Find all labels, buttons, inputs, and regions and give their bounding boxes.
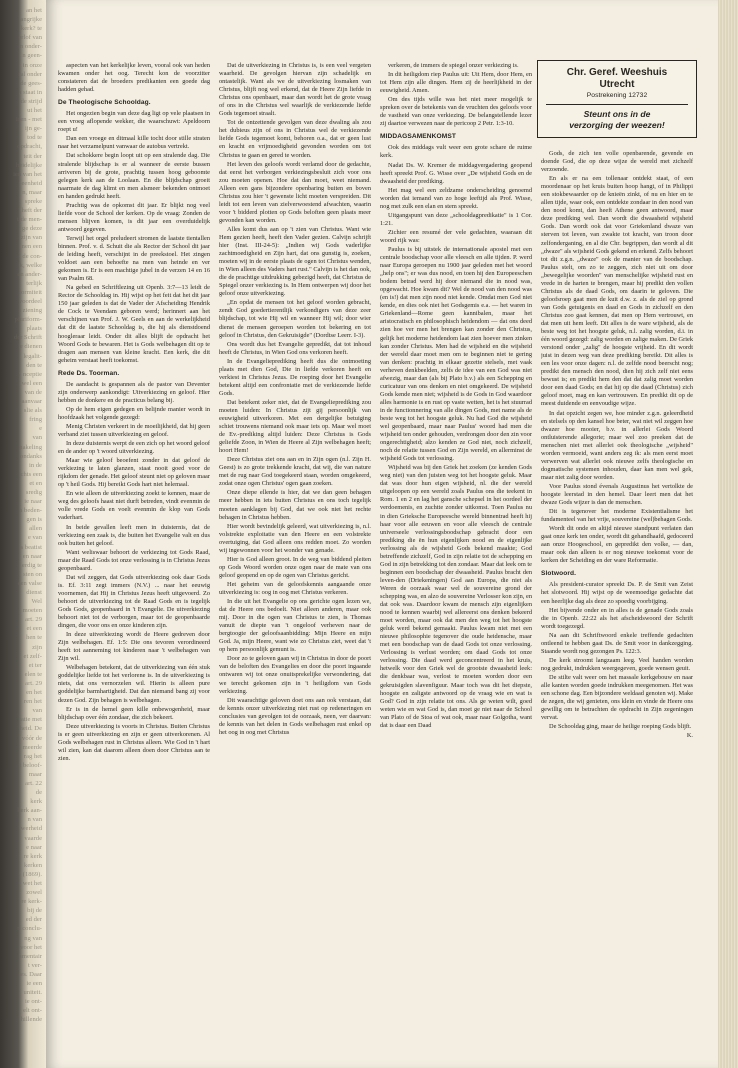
spine-fragment: aanvaar (21, 398, 42, 406)
article-paragraph: De Schooldag ging, maar de heilige roeping Gods blijft. (549, 723, 692, 731)
spine-fragment: k, welke (19, 261, 42, 269)
spine-fragment: re kerk- (21, 898, 42, 906)
spine-fragment: slie als (23, 407, 42, 415)
spine-fragment: art. 29 (25, 679, 42, 687)
article-paragraph: Nadat Ds. W. Kremer de middagvergadering geopend heeft spreekt Prof. G. Wisse over „De wijsheid Gods en de dwaasheid der prediking. (380, 161, 532, 185)
spine-fragment: art. 29 (25, 616, 42, 624)
spine-fragment: ie naar (24, 498, 42, 506)
spine-fragment: langrijke (18, 16, 42, 24)
spine-fragment: kerk (30, 798, 42, 806)
spine-fragment: plaats (26, 325, 42, 333)
spine-fragment: terlijk (26, 279, 42, 287)
spine-fragment: de strijd (20, 97, 42, 105)
section-heading: Slotwoord. (541, 570, 577, 578)
book-spine-gutter (0, 0, 46, 1068)
spine-fragment: van (32, 434, 42, 442)
spine-fragment: vóór de (22, 734, 42, 742)
spine-fragment: t ver- (28, 961, 42, 969)
article-paragraph: Prachtig was de opkomst dit jaar. Er blijkt nog veel liefde voor de School der kerken. Op de vraag: Zonden de mensen blijven komen, is dit jaar een overduidelijk antwoord gegeven. (58, 201, 210, 233)
spine-fragment: van de (24, 388, 42, 396)
article-paragraph: In de Evangelieprediking heeft dus die ontmoeting plaats met dien God, Die in liefde verkoren heeft en verkiest in Christus Jezus. De roeping door het Evangelie betekent altijd een confrontatie met de verkiezende liefde Gods. (219, 357, 371, 397)
article-paragraph: Het ongezien begin van deze dag ligt op vele plaatsen in een vroeg aflopende wekker, die waarschuwt: Apeldoorn roept u! (58, 110, 210, 134)
spine-fragment: e dienen (19, 343, 42, 351)
spine-fragment: nakeling (19, 443, 42, 451)
spine-fragment: t de men- (17, 216, 42, 224)
spine-fragment: heft der (21, 207, 42, 215)
article-paragraph: verkeren, de immers de spiegel onzer verkiezing is. (388, 62, 519, 69)
spine-fragment: n, maar (22, 188, 42, 196)
spine-fragment: van (32, 707, 42, 715)
article-paragraph: Het mag wel een zeldzame onderscheiding genoemd worden dat iemand van zo hoge leeftijd als Prof. Wisse, nog met zulk een elan en stem spreekt. (380, 186, 532, 210)
spine-fragment: s ziening (18, 307, 42, 315)
spine-fragment: nceptie (22, 370, 42, 378)
article-paragraph: Op de hem eigen gedegen en belijnde manier wordt in hoofdzaak het volgende gezegd: (58, 405, 210, 421)
article-paragraph: Dat schokkere begin loopt uit op een stralende dag. Die stralende blijdschap is er al wanneer de eerste bussen arriveren bij de grote, prachtig tussen hoog geboomte gelegen kerk aan de Loolaan. En die blijdschap groeit naarmate de dag klimt en men alsmeer bekenden ontmoet en handen gedrukt heeft. (58, 152, 210, 200)
spine-fragment: dienst (26, 589, 42, 596)
spine-fragment: ien van het (13, 170, 42, 178)
article-paragraph: Om des tijds wille was het niet meer mogelijk te spreken over de betekenis van de vruchten des geloofs voor de vastheid van onze verkiezing. De belangstellende lezer zij daartoe verwezen naar de pericoop 2 Petr. 1:3-10. (380, 96, 532, 128)
spine-fragment: ws. Daar (18, 970, 42, 978)
spine-fragment: werheid (20, 825, 42, 833)
section-heading: De Theologische Schooldag. (58, 99, 151, 107)
spine-fragment: voor het (20, 943, 42, 951)
spine-fragment: in de (28, 461, 42, 469)
article-paragraph: In deze duisternis werpt de een zich op het woord geloof en de ander op 't woord uitverkiezing. (58, 440, 210, 456)
spine-fragment: opdracht, (17, 143, 42, 151)
spine-fragment: hillende (20, 1016, 42, 1024)
spine-fragment: kerk? te (20, 25, 42, 33)
article-paragraph: aspecten van het kerkelijke leven, vooral ook van heden kwamen onder het oog. Terecht kon de voorzitter constateren dat de broeders predikanten een goede dag hadden gehad. (58, 62, 210, 94)
spine-fragment: bij de (27, 907, 42, 915)
spine-fragment: erdig te (22, 561, 42, 569)
spine-fragment: zijn van (20, 234, 42, 242)
spine-fragment: erlof van (18, 34, 42, 42)
spine-fragment: in onze (22, 61, 42, 69)
article-paragraph: Zichier een resumé der vele gedachten, waaraan dit woord rijk was: (380, 228, 532, 244)
spine-fragment: wel een (21, 379, 42, 387)
spine-fragment: ie ont- (24, 998, 42, 1006)
article-paragraph: „En opdat de mensen tot het geloof worden gebracht, zendt God goedertierentlijk verkondigers van deze zeer blijdschap, tot wie Hij wil en wanneer Hij wil; door wier dienst de mensen geroepen worden tot bekering en tot geloof in Christus, den Gekruisigde" (Dordtse Leerr. I-3). (219, 299, 371, 339)
spine-fragment: e (39, 425, 42, 433)
spine-fragment: zowel (26, 889, 42, 897)
article-paragraph: Dit waarachtige geloven doet ons aan ook verstaan, dat de kennis onzer uitverkiezing niet rust op redeneringen en conclusies van gevolgen tot de oorzaak, neen, ver daarvan: de kennis van het delen in Gods welbehagen rust enkel op het oog in oog met Christus (219, 696, 371, 736)
article-paragraph: Wordt dit onde en altijd nieuwe standpunt verlaten dan gaat onze kerk ten onder, wordt dit gehandhaafd, gedoceerd aan onze Hoogeschool, en gepredikt den volke, — dan, maar ook dan alleen is er nog nieuwe toekomst voor de kerken der Scheiding en der ware Reformatie. (541, 525, 693, 565)
article-paragraph: Terwijl het orgel preludeert stromen de laatste tientallen binnen. Prof. v. d. Schuit die als Rector der School dit jaar de leiding heeft, verschijnt in de preekstoel. Het zingen voldoet aan een behoefte na men van heinde en ver gekomen is. Er is een machtige jubel in de verzen 14 en 16 van Psalm 68. (58, 234, 210, 283)
spine-fragment: teit der (23, 152, 42, 160)
article-paragraph: Deze uitverkiezing is voorts in Christus. Buiten Christus is er geen uitverkiezing en zijn er geen uitverkorenen. Al Gods welbehagen rust in Christus alleen. Wie God in 't hart wil zien, kan dat daarom alleen doen door Christus aan te zien. (58, 722, 210, 762)
spine-fragment: hen te (26, 634, 42, 642)
spine-fragment: sten on (23, 570, 42, 578)
ad-org-name (538, 67, 696, 91)
spine-fragment: en het (26, 689, 42, 697)
spine-fragment: een valse (17, 579, 42, 587)
spine-fragment: moeten (22, 607, 42, 615)
article-column-3 (380, 62, 532, 1047)
spine-fragment: e van (27, 534, 42, 542)
spine-fragment: der Schrift (13, 334, 42, 342)
article-paragraph: Deze Christus ziet ons aan en in Zijn ogen (n.l. Zijn H. Geest) is zo grote trekkende kracht, dat wij, die van nature met de rug naar God toegekeerd staan, worden omgekeerd, zodat onze ogen Christus' ogen gaan zoeken. (219, 456, 371, 488)
spine-fragment: e naar (26, 843, 42, 851)
spine-fragment: en ander- (17, 270, 42, 278)
article-paragraph: Uitgangspunt van deze „schooldagpredikatie" is 1 Cor. 1:21. (380, 211, 532, 227)
ad-slogan-line2: verzorging der weezen! (569, 120, 665, 130)
spine-fragment: ral onder (18, 70, 42, 78)
spine-fragment: ed der (25, 916, 42, 924)
article-paragraph: In die uit het Evangelie op ons gerichte ogen lezen we, dat de Heere ons bedoelt. Niet alleen anderen, maar ook mij. Door in die ogen van Christus te zien, is Thomas vanuit de diepte van 't ongeloof verheven naar de bergtoogte der geloofsaanbidding: Mijn Heere en mijn God. Ja, mijn Heere, want wie zo Christus ziet, weet dat 't op hem persoonlijk gemunt is. (219, 598, 371, 654)
spine-fragment: den te (26, 361, 42, 369)
spine-fragment: spreke (24, 197, 42, 205)
spine-fragment: et zelf- (23, 652, 42, 660)
article-paragraph: Er is in de hemel geen kille onbewogenheid, maar blijdschap over één zondaar, die zich bekeert. (58, 705, 210, 721)
spine-fragment: gen is (26, 516, 42, 524)
spine-fragment: sredig (25, 488, 42, 496)
article-paragraph: Gods, de zich ten volle openbarende, gevende en doende God, die op deze wijze de wereld met zichzelf verzoende. (541, 150, 693, 174)
article-paragraph: Na aan dit Schriftwoord enkele treffende gedachten ontleend te hebben gaat Ds. de Smit voor in dankzegging. Staande wordt nog gezongen Ps. 122:3. (541, 631, 693, 655)
article-paragraph: De kerk stroomt langzaam leeg. Veel handen worden nog gedrukt, indrukken weergegeven, goede wensen geuit. (541, 656, 693, 672)
article-paragraph: Het geheim van de geloofskennis aangaande onze uitverkiezing is: oog in oog met Christus verkeren. (219, 580, 371, 596)
previous-page-edge-text (2, 6, 42, 1025)
spine-fragment: et ter (28, 661, 42, 669)
article-paragraph: Hier is God alleen groot. In de weg van biddend pleiten op Gods Woord worden onze ogen naar de mate van ons geloof geopend en op de ogen van Christus gericht. (219, 555, 371, 579)
article-paragraph: In dit heiligdom riep Paulus uit: Uit Hem, door Hem, en tot Hem zijn alle dingen. Hem zij de heerlijkheid in der eeuwigheid. Amen. (380, 71, 532, 95)
spine-fragment: zijn (32, 643, 42, 651)
spine-fragment: chts een (20, 470, 42, 478)
spine-fragment: allen (29, 525, 42, 533)
author-signature: K. (686, 732, 693, 740)
ad-divider (546, 104, 688, 105)
article-paragraph: En wie alleen de uitverkiezing zoekt te kennen, maar de weg des geloofs haast niet durft betreden, vindt evenmin de volle vrede Gods en voelt evenmin de klop van Gods vaderhart. (58, 490, 210, 522)
article-paragraph: Dan een vroege en ditmaal kille tocht door stille straten naar het verzamelpunt vanwaar de autobus vertrekt. (58, 135, 210, 151)
article-paragraph: Hier wordt bevindelijk geleerd, wat uitverkiezing is, n.l. volstrekte exploitatie van den Heere en een volstrekte overtuiging, dat God alleen ons redden moet. Zo worden wij ingewonnen voor het wonder van genade. (219, 522, 371, 554)
spine-fragment: fring (29, 416, 42, 424)
article-paragraph: En als er na een tollenaar ontdekt staat, of een moordenaar op het kruis buiten hoop hangt, of in Philippi een stokbewaarder op de knieën zinkt, of nu en hier en te allen tijde, waar ook, een ontdekte zondaar in den nood van den nood komt, dan heeft Athene geen antwoord, maar deze prediking wel. Dan wordt die dwaasheid wijsheid Gods. Dan wordt ook dat voor Griekenland dwaze van sterven tot leven, van zwakte tot kracht, van troon door zelfonderganing, en al die Chr. begrippen, dan wordt al dit „dwaze" als wijsheid Gods gekend en erkend. Zelfs behoort tot dit z.g.n. „dwaze" ook de manier van de boodschap. Paulus stelt, om zo te zeggen, zich niet uit om door „bewegelijke woorden" van menschelijke wijsheid rust en vrede in de harten te brengen, maar hij predikt den vollen Christus als de daad Gods, om daarin te geloven. Die geloofsroep gaat men de kuit d.w. z. als de ziel op grond van Gods getuigenis en daad en Gods in zichzelf en den Christus zoo gaat kennen, dat men op Hem vertrouwt, en dat men uit hem leeft. Dit alles is de ware wijsheid, als de beste weg tot het hoogste geluk, n.l. zalig worden, d.i. in één woord gezegd: zalig worden en zalige maken. De Griek verstond onder „zalig" de hoogste vrijheid. En dit wordt juist in dezen weg van deze prediking bereikt. Dit alles is een les voor onze dagen: n.l. de zelfde nood beerscht nog; predikt den mensch den nood, dien hij zich zelf niet eens bewust is; en predikt hem den dat dat zalig moet worden door een daad Gods; en dat hij op die daad (Christus) zich geloof moet, mag en kan vertrouwen. En predikt dit op de meest duidende en eenvoudige wijze. (541, 175, 693, 408)
spine-fragment: formiteit (18, 288, 42, 296)
spine-fragment: elen te (24, 670, 42, 678)
spine-fragment: art. 22 (25, 779, 42, 787)
spine-fragment: ijn ge- (24, 125, 42, 133)
spine-fragment: ie een (26, 980, 42, 988)
article-column-4 (541, 150, 693, 1048)
article-paragraph: Na gebed en Schriftlezing uit Openb. 3:7—13 leidt de Rector de Schooldag in. Hij wijst op het feit dat het dit jaar 150 jaar geleden is dat de Vader der Afscheiding Hendrik de Cock te Veendam geboren werd; herinnert aan het verschijnen van Prof. J. W. Geels en aan de werkelijkheid dat dit de laatste Schooldag is, die hij als dienstdoend hoogleraar leidt. Onder dit alles blijft de opdracht het Woord Gods te bewaren. Het is Gods welbehagen dit op te dragen aan mensen van kleine kracht. Een kerk, die dit geheim verstaat heeft toekomst. (58, 284, 210, 364)
spine-fragment: s beatist (20, 543, 42, 551)
article-paragraph: Het bijvende onder en in alles is de genade Gods zoals die in Openb. 22:22 als het afscheidswoord der Schrift wordt toegezegd. (541, 606, 693, 630)
spine-fragment: tod te (27, 134, 42, 142)
spine-fragment: ren het (23, 698, 42, 706)
article-paragraph: Voor Paulus stond évenals Augustinus het vertolkte de hoogste leerstad in den hemel. Daar leert men dat het dwaze Gods wijzer is dan de menschen. (541, 482, 693, 507)
article-paragraph: Welbehagen betekent, dat de uitverkiezing van één stuk goddelijke liefde tot het verlorene is. In de uitverkiezing is niets, dat ons vernorzelen wil. Hierin is alleen pure goddelijke barmhartigheid. Dat dan niemand bang zij voor dezen God. Zijn behagen is welbehagen. (58, 664, 210, 704)
article-paragraph: De stilte valt weer om het massale kerkgebouw en naar alle kanten worden goede indrukken meegenomen. Het was een schone dag. Een bijzondere weldaad genoten wij. Make de zegen, die wij genieten, ons klein en vinde de Heere ons gewillig om te betrachten de opdracht in Zijn zegeningen vervat. (541, 673, 693, 722)
spine-fragment: amentair (18, 952, 42, 960)
article-paragraph: In dat opzicht zegen we, hoe minder z.g.n. geleerdheid en stelsels op den kansel hoe beter, wat niet wil zeggen hoe dwazer hoe mooier, b.v. in allerlei Gods Woord ontluisterende allegorie; maar wel zoo preeken dat de menschen niet met allerlei ook theologische „wijsheid" worden vermoeid, want anders zeg ik: als men eerst moet verwerven wat allerlei ook nieuwe zelfs theologische en dogmatische systemen inhouden, daar kan men wel gek, maar niet zalig door worden. (541, 409, 693, 481)
spine-fragment: t beloof- (19, 761, 42, 769)
article-paragraph: Want weliswaar behoort de verkiezing tot Gods Raad, maar die Raad Gods tot onze verlossing is in Christus Jezus geopenbaard. (58, 548, 210, 572)
article-paragraph: Maar wie geloof beoefent zonder in dat geloof de verkiezing te laten glanzen, staat nooit goed voor de rijkdom der genade. Het geloof steunt niet op geloven maar op 't heil Gods. Hij bereikt Gods hart niet helemaal. (58, 457, 210, 489)
article-paragraph: Alles komt dus aan op 't zien van Christus. Want wie Hem gezien heeft, heeft den Vader gezien. Calvijn schrijft hier (Inst. III-24-5): „Indien wij Gods vaderlijke zachtmoedigheid en Zijn hart, dat ons gunstig is, zoeken, moeten wij in de eerste plaats de ogen tot Christus wenden, in Wien alleen des Vaders hart rust." Calvijn is het dan ook, die de prachtige uitdrukking gebezigd heeft, dat Christus de Spiegel onzer verkiezing is. In Hem ontwerpen wij door het geloof onze uitverkiezing. (219, 225, 371, 298)
spine-fragment: heid. De (19, 725, 42, 733)
article-paragraph: Door zo te geloven gaan wij in Christus in door de poort van de beloften des Evangelies en door die poort ingaande ontwaren wij tot onze onuitsprekelijke verwondering, dat we terecht gekomen zijn in 't heiligdom van Gods verkiezing. (219, 655, 371, 695)
ad-slogan (538, 109, 696, 131)
spine-fragment: uniteit. (23, 989, 42, 997)
article-paragraph: Ook des middags vult weer een grote schare de ruime kerk. (380, 144, 532, 160)
spine-fragment: nen een (21, 243, 42, 251)
spine-fragment: en naar (22, 552, 42, 560)
spine-fragment: ondanks (20, 452, 42, 460)
article-paragraph: In beide gevallen leeft men in duisternis, dat de verkiezing een zaak is, die buiten het Evangelie valt en dus ook buiten het geloof. (58, 523, 210, 547)
spine-fragment: voordeel (18, 298, 42, 305)
article-paragraph: Tot de ontzettende gevolgen van deze dwaling als zou het dubieus zijn of ons in Christus wel de verkiezende liefde Gods tegemoet komt, behoren o.a., dat er geen lust en kracht en vrijmoedigheid gevonden worden om tot Christus te gaan en gered te worden. (219, 119, 371, 159)
spine-fragment: n geen- (22, 52, 42, 60)
spine-fragment: (1869). (22, 870, 42, 878)
ad-giro-number: Postrekening 12732 (586, 92, 648, 99)
article-paragraph: Dat wil zeggen, dat Gods uitverkiezing ook daar Gods is. Ef. 3:11 zegt immers (N.V.) ... naar het eeuwig voornemen, dat Hij in Christus Jezus heeft uitgevoerd. Zo behoort de uitverkiezing tot de Raad Gods en is tegelijk Gods Gods, geopenbaard in 't Evangelie. De uitverkiezing behoort niet tot de verborgen, maar tot de geopenbaarde dingen, die voor ons en onze kinderen zijn. (58, 573, 210, 630)
spine-fragment: maar (28, 770, 42, 778)
article-column-1 (58, 62, 210, 1047)
spine-fragment: n onder- (19, 43, 42, 51)
spine-fragment: de gees- (20, 79, 42, 87)
spine-fragment: pluriform- (14, 316, 42, 324)
article-paragraph: Onze diepe ellende is hier, dat we dan geen behagen meer hebben in iets buiten Christus en ons toch tegelijk moeten aanklagen bij God, dat we ook niet het rechte behagen in Christus hebben. (219, 489, 371, 521)
spine-fragment: n van (27, 816, 42, 824)
article-paragraph: Menig Christen verkeert in de moeilijkheid, dat hij geen verband ziet tussen uitverkiezing en geloof. (58, 422, 210, 439)
spine-fragment: meerde (22, 743, 42, 751)
spine-fragment: et een (26, 625, 42, 633)
spine-fragment: eenheid (21, 179, 42, 187)
spine-fragment: kerken (24, 861, 42, 869)
orphanage-advertisement (537, 60, 697, 138)
article-paragraph: Dat de uitverkiezing in Christus is, is een veel vergeten waarheid. De gevolgen hiervan zijn schadelijk en ontastelijk. Want als we de uitverkiezing losmaken van Christus, blijft nog wel erkend, dat de Heere Zijn liefde in Christus ons openbaart, maar dan wordt het de grote vraag of ons in die Christus wel waarlijk de verkiezende liefde Gods tegemoet straalt. (219, 62, 371, 118)
article-paragraph: Dit is tegenover het moderne Existentialisme het fundamenteel van het vrije, souvereine (wel)behagen Gods. (541, 508, 693, 524)
article-paragraph: Als president-curator spreekt Ds. P. de Smit van Zeist het slotwoord. Hij wijst op de weemoedige gedachte dat een heerlijke dag als deze zo spoedig voorbijging. (541, 581, 693, 605)
spine-fragment: a staat in (18, 88, 42, 96)
page-edges (718, 0, 738, 1068)
spine-fragment: an het (26, 7, 42, 14)
article-paragraph: Dat betekent zeker niet, dat de Evangelieprediking zou moeten luiden: In Christus zijt gij persoonlijk van eeuwigheid uitverkoren. Met een dergelijke betuiging schiet trouwens niemand ook maar iets op. Maar wel moet de Ev.-prediking altijd luiden: Deze Christus is Gods geliefde Zoon, in Wien de Heere al Zijn welbehagen heeft; hoort Hem! (219, 398, 371, 455)
article-paragraph: In deze uitverkiezing wordt de Heere gedreven door Zijn welbehagen. Ef. 1:5: Die ons tevoren verordineerd heeft tot aanneming tot kinderen naar 't welbehagen van Zijn wil. (58, 631, 210, 663)
spine-fragment: ge deze (22, 225, 42, 233)
section-heading: MIDDAGSAMENKOMST (380, 133, 456, 141)
spine-fragment: vaarde (24, 834, 42, 842)
spine-fragment: Wel (31, 598, 42, 606)
spine-fragment: wet het (22, 880, 42, 887)
spine-fragment: elt ont- (23, 1007, 42, 1015)
spine-fragment: n beden- (19, 507, 42, 515)
section-heading: Rede Ds. Toorman. (58, 369, 120, 377)
spine-fragment: de (35, 789, 42, 797)
ad-org-line2: Utrecht (599, 79, 635, 90)
article-paragraph: Ons wordt dus het Evangelie gepredikt, dat tot inhoud heeft de Christus, in Wien God ons verkoren heeft. (219, 340, 371, 356)
spine-fragment: kerk aan- (17, 807, 42, 815)
article-paragraph: De aandacht is gespannen als de pastor van Deventer zijn onderwerp aankondigt: Uitverkiezing en geloof. Hier hebben de donkere en de practicus belang bij. (58, 380, 210, 404)
spine-fragment: isen - met (15, 116, 42, 124)
article-column-2 (219, 62, 371, 1047)
spine-fragment: re kerk (23, 852, 42, 860)
ad-org-line1: Chr. Geref. Weeshuis (566, 67, 668, 78)
article-paragraph: Het leven des geloofs wordt verlamd door de gedachte, dat eerst het verborgen verkiezingsbesluit zich voor ons zou moeten openen. Hoe dat dan moet, weet niemand. Alleen een gans bijzondere openbaring buiten en boven Christus zou hier 't gewenste licht moeten verspreiden. Dit leidt tot een leven van zielverwoestend afwachten, waarin voor 't bidderd plotten op Gods beloften geen plaats meer gevonden kan worden. (219, 160, 371, 224)
article-paragraph: Wijsheid was bij den Griek het zoeken (ze kenden Gods weg niet) van den juisten weg tot het hoogste geluk. Maar dat was door hun eigen wijsheid, nl. die der wereld uitgeloopen op een wereld zoals Paulus ons die teekent in Rom. 1 en 2 en lag het gansche schepsel in het oordeel der verdoemenis, en zuchtte zonder uitkomst. Toen Paulus nu in dien Grieksche Europeesche wereld binnentrad heeft hij haar voor alle eeuwen en voor alle vleesch de centrale universeele verlossingsboodschap gebracht door een prediking die ën hun eigenlijken nood en de eigenlijke verlossing als de wijsheid Gods bekend maakte; God betreffende zichzelf, God in zijn relatie tot de schepping en God in zijn betrekking tot den zondaar. Maar dat leek om te beginnen een boodschap der dwaasheid. Paulus bracht den leven-den (Driekeningen) God aan Europa, die niet als Weren de oorzaak waar wel de souvereine grond der schepping was, en alzo de souvereine Verlosser kon zijn, en dat ook was. Daardoor kwam de mensch zijn eigenlijken nood te kennen waarbij wel allereerst ons denken bekeerd moet worden, maar ook dat men den weg tot het hoogste geluk werd bekend gemaakt. Paulus kwam niet met een nieuwe philosophie tegenover die oude heidensche, maar met een boodschap van de daad Gods tot onze verlossing. Verlossing is verlust worden; om daad Gods tot onze verlossing. Die daad werd geconcentreerd in het kruis, hetwelk voor den Griek wel de grootste dwaasheid leek: die denkbaar was, verlost te moeten worden door een gekruisigden slavenfiguur. Maar toch was dit het diepste, hoogste en zaligste antwoord op de vraag wie en wat is God? God in zijn relatie tot ons. Als ge weten wilt, goed weten wie en wat God is, dan moet ge niet naar de School van Plato of de Stoa of wat ook, maar naar Golgotha, want dat is daar een Daad (380, 464, 532, 729)
spine-fragment: rag het (23, 752, 42, 760)
spine-fragment: n conclu- (17, 925, 42, 933)
article-paragraph: Paulus is bij uitstek de internationale apostel met een centrale boodschap voor alle vleesch en alle tijden. P. werd naar Europa geroepen nu 1900 jaar geleden met het woord „help ons"; er was dus nood, en toen hij den Europeeschen bodem betrad werd hij door niemand die in nood was, opgewacht. Hoe kwam dit? Wel de nood van den nood was (en is!) dat men zijn nood niet kende. Omdat men God niet kende, en dies ook niet het Godsgemis e.a. — het waren in Griekenland—Rome geen kannibalen, maar het aristocratisch en philosophisch heidendom — dat ons deed zien hoe ver men het brengen kan zonder den Christus, gelijk het moderne heidendom laat zien hoever men zinken kan zonder Christus. Men had de wijsheid en die wijsheid der wereld daar moet men om te beginnen niet te gering van denken: prachtig in elkaar gezette stelsels, met vaak verheven denkbeelden, zelfs de idee van een God was niet afwezig, maar dan (als bij Plato b.v.) als een Schepping en curicatuur van ons denken en niet omgekeerd. De wijsheid Gods kende men niet; wijsheid is de Gods in God waardoor alles harmonie is en rust op vaste wetten, het is het stuurrad in de functionnering van alle dingen Gods, met name als de beste weg tot het hoogste geluk. Nu had God die wijsheid wel geopenbaard, maar naar Paulus' woord had men die wijsheid ten onder gehouden, verdrongen door den zin voor ongerechtigheid; alzo kenden ze God niet, noch zichzelf, noch de relatie tussen God en Zijn wereld, en allerminst de wijsheid Gods tot verlossing. (380, 245, 532, 463)
spine-fragment: heidelijke (16, 161, 42, 169)
spine-fragment: ng van (24, 934, 42, 942)
spine-fragment: ut het (27, 107, 42, 115)
ad-slogan-line1: Steunt ons in de (583, 109, 651, 119)
spine-fragment: et en (29, 479, 42, 487)
spine-fragment: de con- (22, 252, 42, 260)
spine-fragment: iatie met (19, 716, 42, 724)
spine-fragment: legalit- (23, 352, 42, 360)
